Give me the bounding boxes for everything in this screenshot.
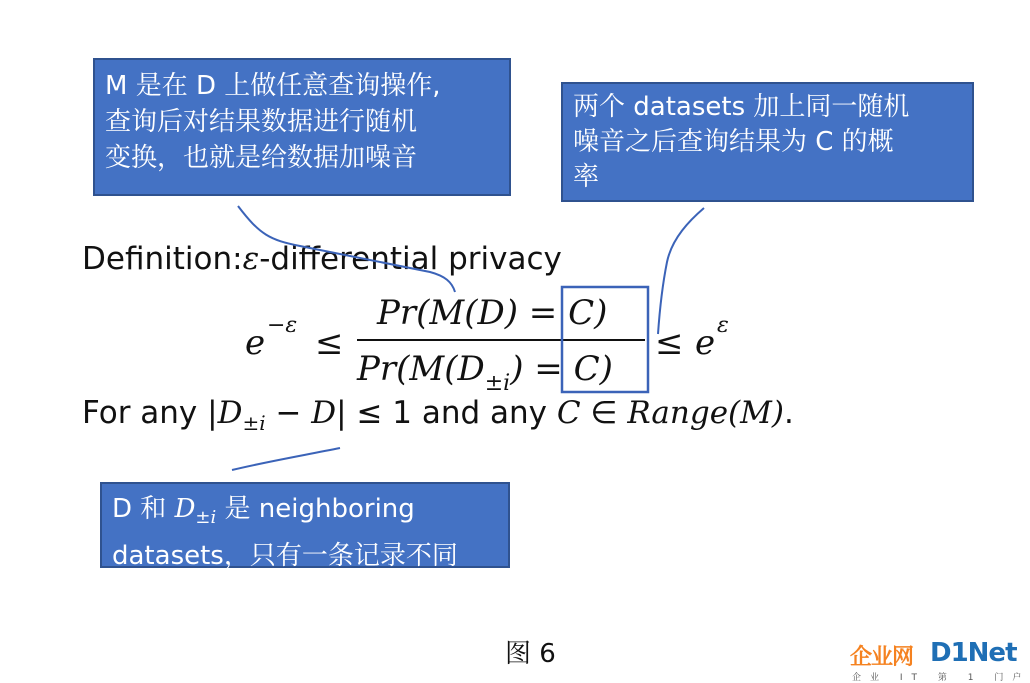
formula-left-exponent: −ε	[267, 313, 298, 338]
neighboring-symbol: D	[174, 494, 196, 524]
condition-range: Range(M)	[627, 395, 784, 431]
connector-mechanism	[238, 206, 455, 292]
condition-d2: D	[311, 395, 337, 431]
neighboring-post: 是 neighboring	[216, 494, 415, 524]
condition-c: C	[556, 395, 581, 431]
condition-text-1: For any |	[82, 395, 218, 431]
neighboring-subscript: ±i	[195, 507, 217, 529]
condition-d1-subscript: ±i	[242, 411, 266, 436]
condition-text-2: −	[265, 395, 312, 431]
logo-cn: 企业网	[850, 645, 914, 670]
formula-left-e: e	[245, 323, 266, 363]
connector-neighboring	[232, 448, 340, 470]
connector-probability	[658, 208, 704, 334]
logo-sub: 企业 IT 第 1 门户	[852, 673, 1030, 683]
condition-text-3: | ≤ 1 and any	[336, 395, 557, 431]
callout-mechanism-line-3: 变换，也就是给数据加噪音	[105, 143, 418, 173]
callout-mechanism-line-2: 查询后对结果数据进行随机	[105, 107, 418, 137]
definition-prefix: Definition:	[82, 241, 243, 277]
denominator-subscript: ±i	[484, 371, 511, 396]
callout-probability-line-2: 噪音之后查询结果为 C 的概	[573, 127, 894, 157]
callout-mechanism-line-1: M 是在 D 上做任意查询操作,	[105, 71, 441, 101]
logo-en: D1Net	[930, 638, 1017, 668]
formula-right-exponent: ε	[717, 313, 729, 338]
callout-probability-line-1: 两个 datasets 加上同一随机	[573, 92, 910, 122]
formula-leq-right: ≤	[655, 323, 684, 363]
definition-epsilon: ε	[242, 241, 260, 277]
definition-suffix: -differential privacy	[259, 241, 562, 277]
neighboring-pre: D 和	[112, 494, 175, 524]
d1net-logo	[850, 638, 1030, 683]
formula-leq-left: ≤	[315, 323, 344, 363]
denominator-pre: Pr(M(D	[357, 349, 485, 389]
condition-text-4: ∈	[580, 395, 628, 431]
callout-neighboring-line-2: datasets，只有一条记录不同	[112, 541, 458, 572]
figure-caption: 图 6	[505, 639, 556, 669]
callout-probability-line-3: 率	[573, 162, 600, 192]
condition-text-5: .	[783, 395, 794, 431]
formula-numerator: Pr(M(D) = C)	[377, 293, 608, 333]
formula-right-e: e	[695, 323, 716, 363]
denominator-post: ) = C)	[510, 349, 613, 389]
condition-d1: D	[217, 395, 243, 431]
highlight-box-c	[562, 287, 648, 392]
